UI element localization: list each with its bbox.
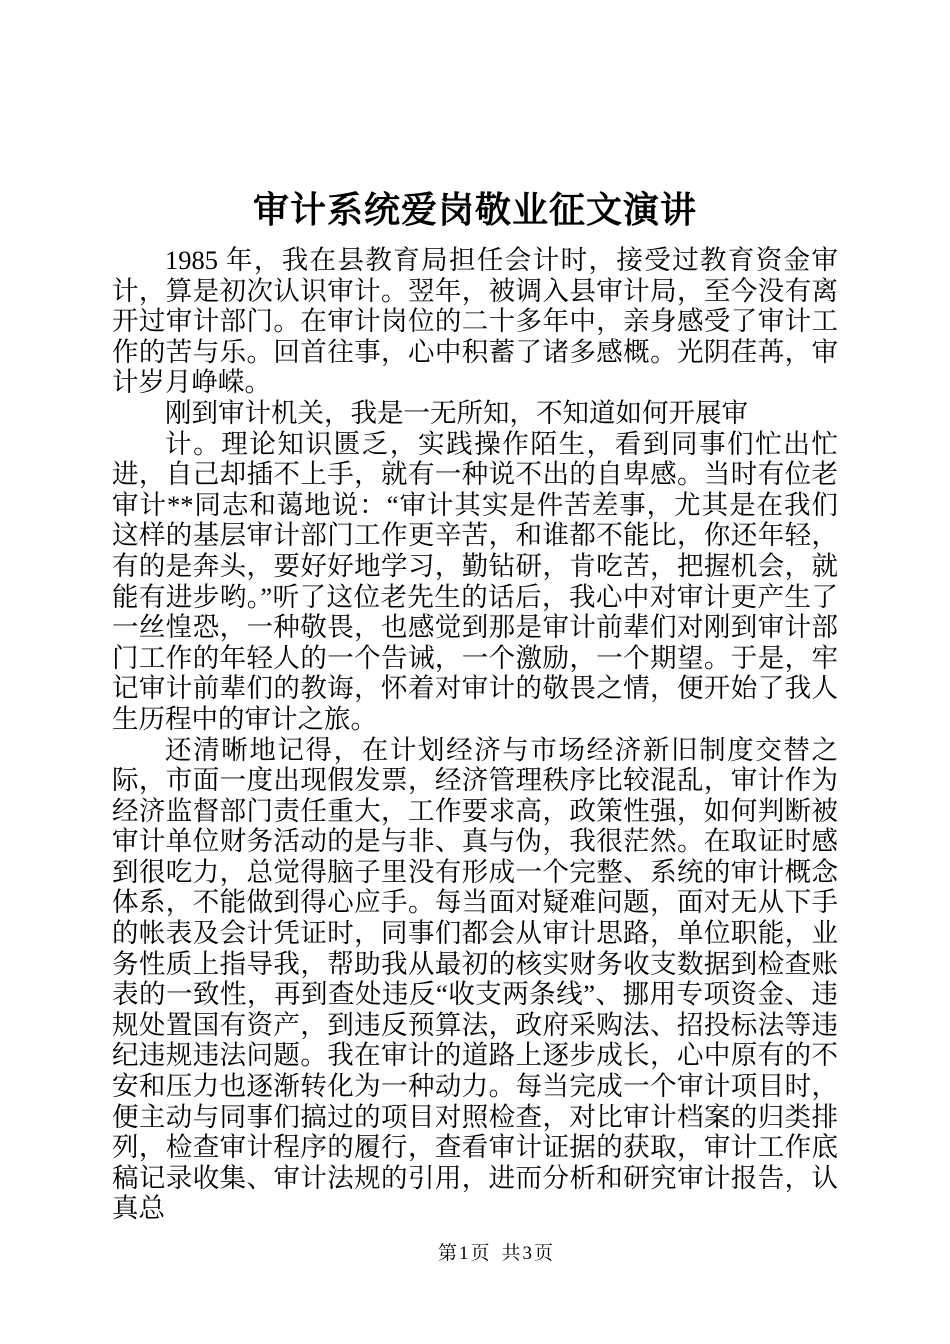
document-body: [112, 245, 838, 1224]
page-footer: [438, 1238, 555, 1265]
document-title: 审计系统爱岗敬业征文演讲: [252, 189, 697, 230]
paragraph-3: 计。理论知识匮乏，实践操作陌生，看到同事们忙出忙进，自己却插不上手，就有一种说不出的自卑感。当时有位老审计**同志和蔼地说：“审计其实是件苦差事，尤其是在我们这样的基层审计部门工作更辛苦，和谁都不能比，你还年轻，有的是奔头，要好好地学习，勤钻研，肯吃苦，把握机会，就能有进步哟。”听了这位老先生的话后，我心中对审计更产生了一丝惶恐，一种敬畏，也感觉到那是审计前辈们对刚到审计部门工作的年轻人的一个告诫，一个激励，一个期望。于是，牢记审计前辈们的教诲，怀着对审计的敬畏之情，便开始了我人生历程中的审计之旅。: [112, 428, 838, 734]
page-total-label: 共3页: [501, 1243, 556, 1264]
paragraph-2: 刚到审计机关，我是一无所知，不知道如何开展审: [165, 397, 748, 428]
page-number-label: 第1页: [438, 1243, 492, 1264]
paragraph-1: 1985 年，我在县教育局担任会计时，接受过教育资金审计，算是初次认识审计。翌年，被调入县审计局，至今没有离开过审计部门。在审计岗位的二十多年中，亲身感受了审计工作的苦与乐。回首往事，心中积蓄了诸多感概。光阴荏苒，审计岁月峥嵘。: [112, 245, 838, 398]
paragraph-4: 还清晰地记得，在计划经济与市场经济新旧制度交替之际，市面一度出现假发票，经济管理秩序比较混乱，审计作为经济监督部门责任重大，工作要求高，政策性强，如何判断被审计单位财务活动的是与非、真与伪，我很茫然。在取证时感到很吃力，总觉得脑子里没有形成一个完整、系统的审计概念体系，不能做到得心应手。每当面对疑难问题，面对无从下手的帐表及会计凭证时，同事们都会从审计思路，单位职能，业务性质上指导我，帮助我从最初的核实财务收支数据到检查账表的一致性，再到查处违反“收支两条线”、挪用专项资金、违规处置国有资产，到违反预算法，政府采购法、招投标法等违纪违规违法问题。我在审计的道路上逐步成长，心中原有的不安和压力也逐渐转化为一种动力。每当完成一个审计项目时，便主动与同事们搞过的项目对照检查，对比审计档案的归类排列，检查审计程序的履行，查看审计证据的获取，审计工作底稿记录收集、审计法规的引用，进而分析和研究审计报告，认真总: [112, 734, 838, 1224]
